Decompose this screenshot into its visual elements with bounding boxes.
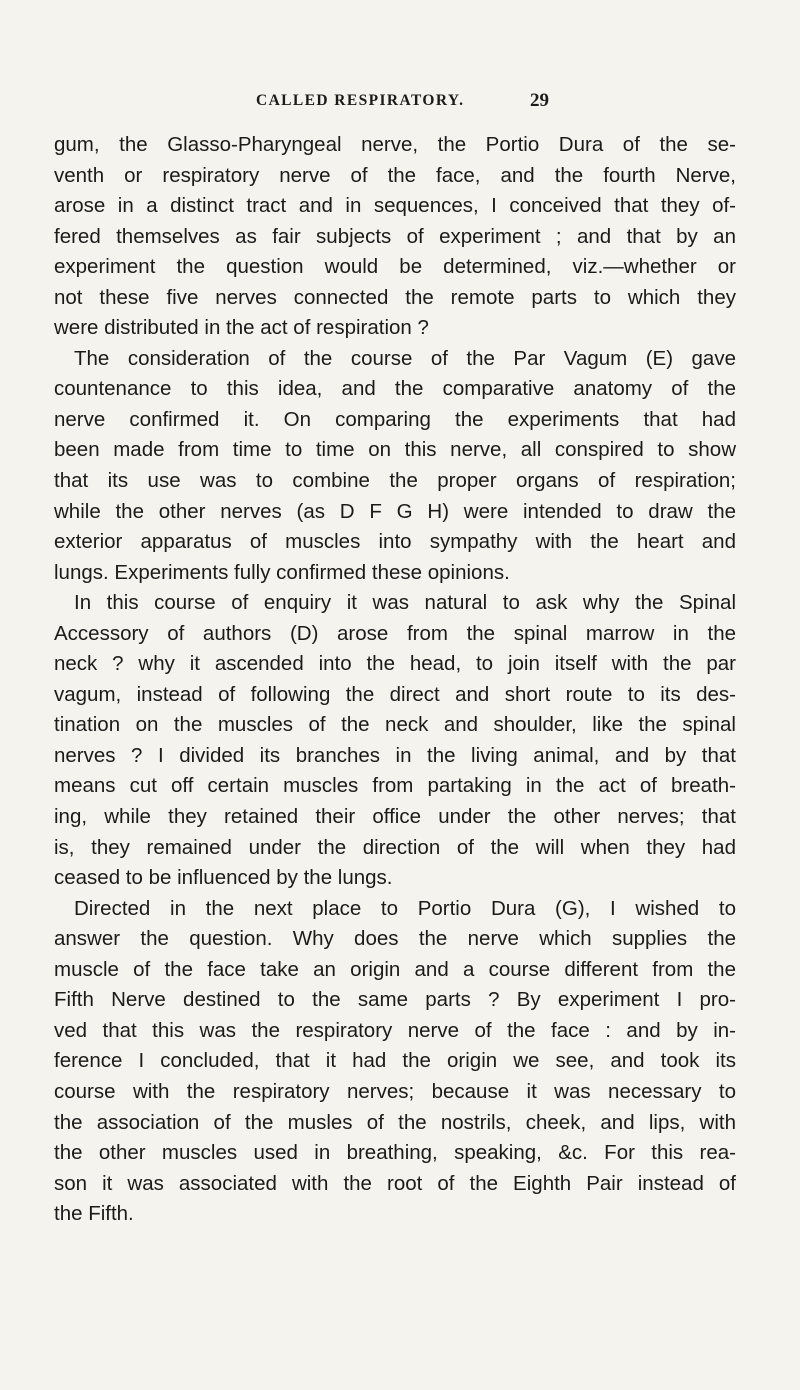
- text-line: vagum, instead of following the direct and short route to its des-: [54, 682, 736, 706]
- text-line: ved that this was the respiratory nerve of the face : and by in-: [54, 1018, 736, 1042]
- text-line: answer the question. Why does the nerve which supplies the: [54, 927, 736, 951]
- text-line: exterior apparatus of muscles into sympathy with the heart and: [54, 530, 736, 554]
- text-line: arose in a distinct tract and in sequences, I conceived that they of-: [54, 194, 736, 218]
- text-line: while the other nerves (as D F G H) were intended to draw the: [54, 499, 736, 523]
- text-line: that its use was to combine the proper organs of respiration;: [54, 469, 736, 493]
- text-line: were distributed in the act of respiration ?: [54, 316, 429, 340]
- running-head-title: CALLED RESPIRATORY.: [256, 92, 465, 109]
- text-line: course with the respiratory nerves; because it was necessary to: [54, 1079, 736, 1103]
- text-line: fered themselves as fair subjects of experiment ; and that by an: [54, 224, 736, 248]
- text-line: Directed in the next place to Portio Dura (G), I wished to: [74, 896, 736, 920]
- running-head: [0, 92, 800, 116]
- text-line: is, they remained under the direction of the will when they had: [54, 835, 736, 859]
- text-line: not these five nerves connected the remote parts to which they: [54, 285, 736, 309]
- text-line: nerve confirmed it. On comparing the experiments that had: [54, 407, 736, 431]
- text-line: The consideration of the course of the Par Vagum (E) gave: [74, 346, 736, 370]
- text-line: the association of the musles of the nostrils, cheek, and lips, with: [54, 1110, 736, 1134]
- text-line: son it was associated with the root of the Eighth Pair instead of: [54, 1171, 736, 1195]
- text-line: gum, the Glasso-Pharyngeal nerve, the Portio Dura of the se-: [54, 133, 736, 156]
- text-line: neck ? why it ascended into the head, to join itself with the par: [54, 652, 736, 676]
- text-line: muscle of the face take an origin and a course different from the: [54, 957, 736, 981]
- text-line: ference I concluded, that it had the origin we see, and took its: [54, 1049, 736, 1073]
- text-line: means cut off certain muscles from partaking in the act of breath-: [54, 774, 736, 798]
- text-line: countenance to this idea, and the comparative anatomy of the: [54, 377, 736, 401]
- text-line: the other muscles used in breathing, speaking, &c. For this rea-: [54, 1141, 736, 1165]
- text-line: Fifth Nerve destined to the same parts ? By experiment I pro-: [54, 988, 736, 1012]
- text-line: ing, while they retained their office under the other nerves; that: [54, 805, 736, 829]
- text-line: Accessory of authors (D) arose from the spinal marrow in the: [54, 621, 736, 645]
- text-line: the Fifth.: [54, 1202, 134, 1226]
- text-line: experiment the question would be determined, viz.—whether or: [54, 255, 736, 279]
- text-line: venth or respiratory nerve of the face, and the fourth Nerve,: [54, 163, 736, 187]
- body-text: [54, 130, 736, 1230]
- text-line: tination on the muscles of the neck and shoulder, like the spinal: [54, 713, 736, 737]
- page-number: 29: [530, 90, 549, 111]
- text-line: been made from time to time on this nerve, all conspired to show: [54, 438, 736, 462]
- text-line: lungs. Experiments fully confirmed these opinions.: [54, 560, 510, 584]
- text-line: nerves ? I divided its branches in the living animal, and by that: [54, 743, 736, 767]
- text-line: In this course of enquiry it was natural to ask why the Spinal: [74, 591, 736, 615]
- text-line: ceased to be influenced by the lungs.: [54, 866, 393, 890]
